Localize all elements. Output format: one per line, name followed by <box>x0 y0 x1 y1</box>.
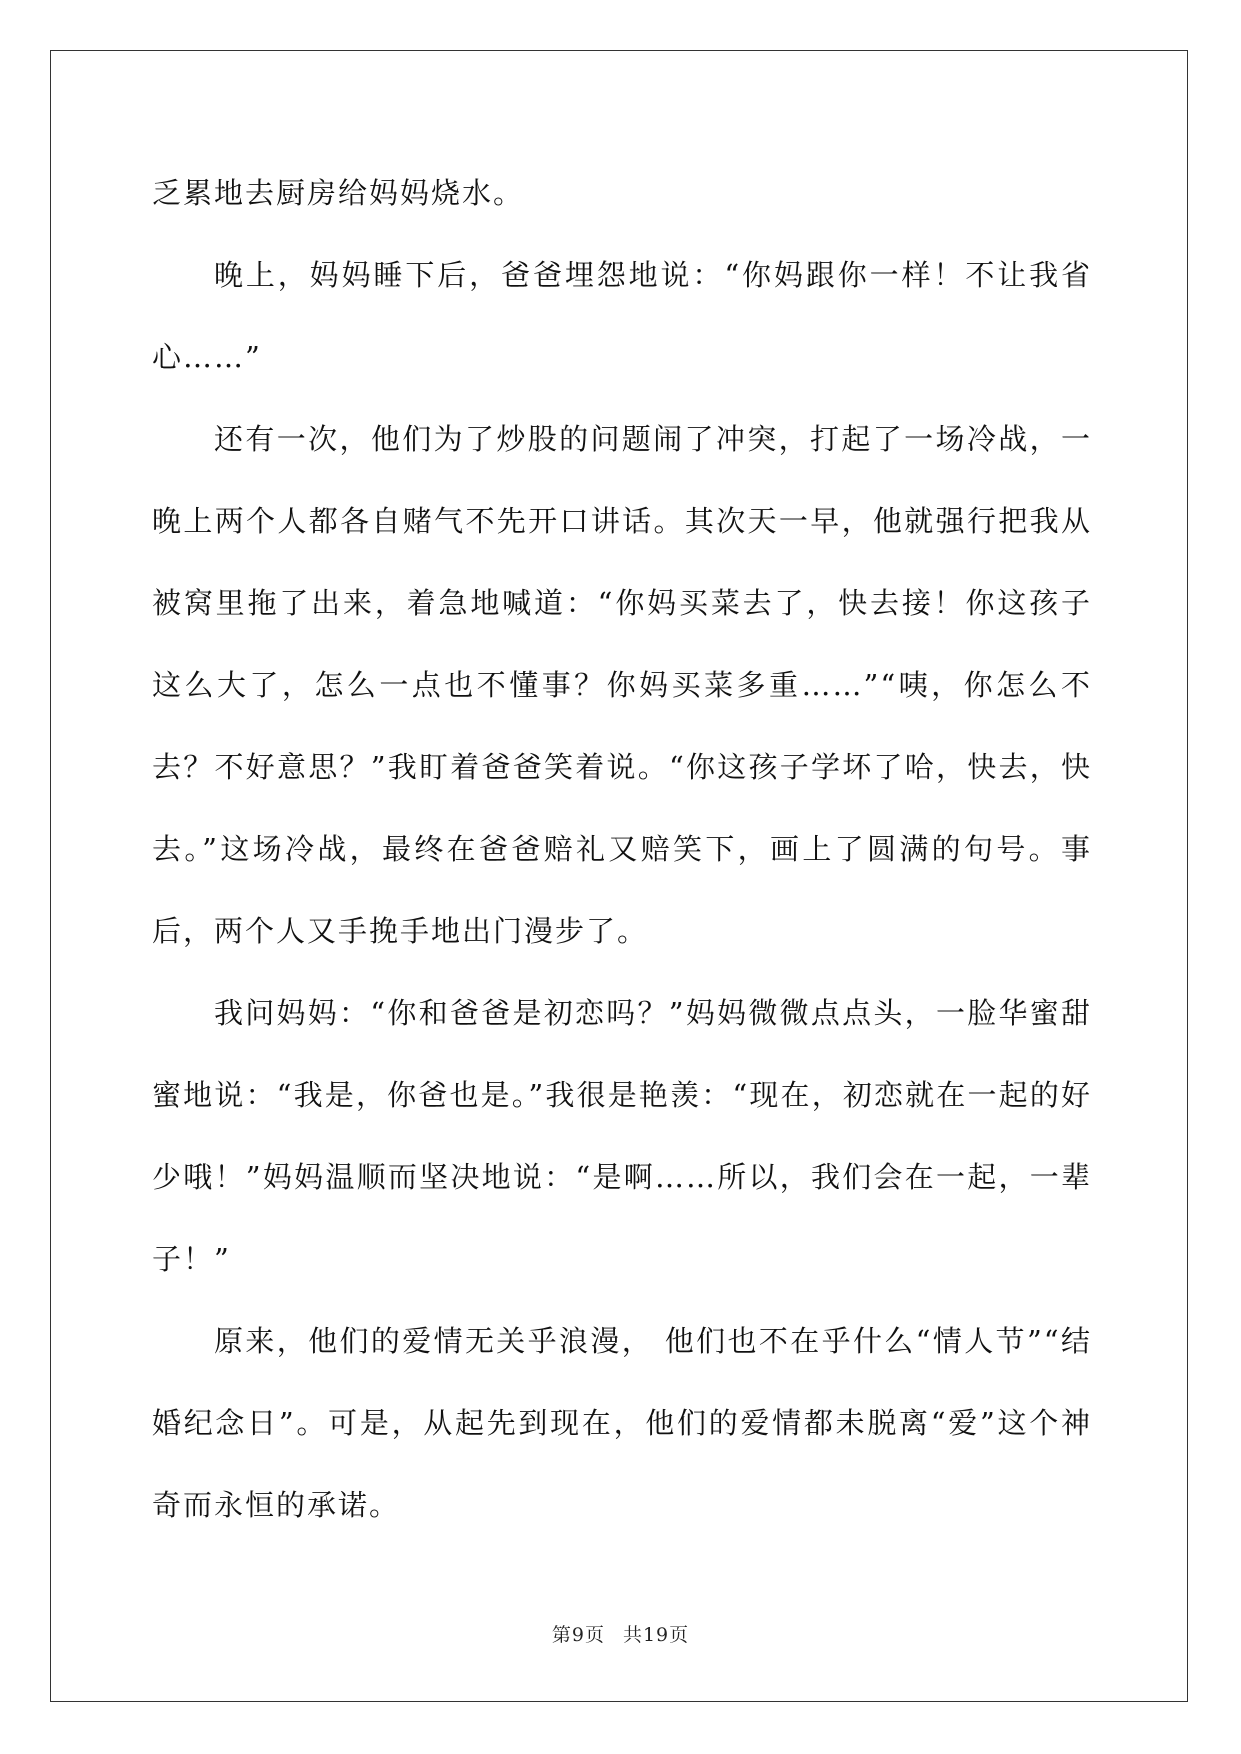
paragraph-2: 晚上，妈妈睡下后，爸爸埋怨地说：“你妈跟你一样！不让我省心……” <box>152 258 1092 374</box>
page-number-current: 第9页 <box>551 1624 605 1646</box>
paragraph-3: 还有一次，他们为了炒股的问题闹了冲突，打起了一场冷战，一晚上两个人都各自赌气不先开口讲话。其次天一早，他就强行把我从被窝里拖了出来，着急地喊道：“你妈买菜去了，快去接！你这孩子这么大了，怎么一点也不懂事？你妈买菜多重……”“咦，你怎么不去？不好意思？”我盯着爸爸笑着说。“你这孩子学坏了哈，快去，快去。”这场冷战，最终在爸爸赔礼又赔笑下，画上了圆满的句号。事后，两个人又手挽手地出门漫步了。 <box>152 422 1092 948</box>
page-number-total: 共19页 <box>622 1624 690 1646</box>
document-body <box>152 152 1092 1546</box>
paragraph-5: 原来，他们的爱情无关乎浪漫， 他们也不在乎什么“情人节”“结婚纪念日”。可是，从起先到现在，他们的爱情都未脱离“爱”这个神奇而永恒的承诺。 <box>152 1324 1092 1522</box>
page-footer <box>0 1620 1241 1647</box>
paragraph-4: 我问妈妈：“你和爸爸是初恋吗？”妈妈微微点点头，一脸华蜜甜蜜地说：“我是，你爸也是。”我很是艳羡：“现在，初恋就在一起的好少哦！”妈妈温顺而坚决地说：“是啊……所以，我们会在一起，一辈子！” <box>152 996 1092 1276</box>
paragraph-1: 乏累地去厨房给妈妈烧水。 <box>152 176 525 210</box>
